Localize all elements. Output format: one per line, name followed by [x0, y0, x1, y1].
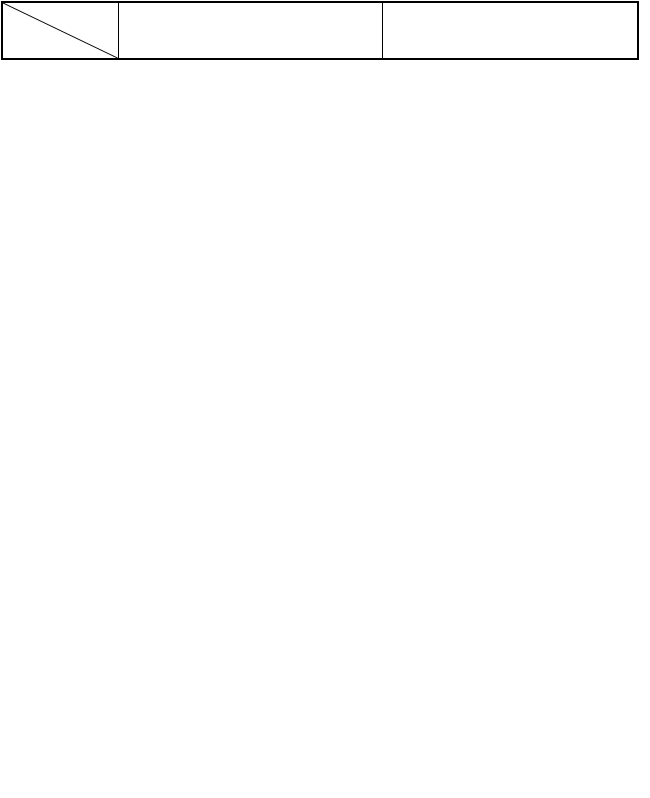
corner-header-cell[interactable] [2, 2, 118, 59]
comparison-table [1, 1, 639, 60]
diagonal-line [3, 3, 118, 58]
column-header-atmospheric[interactable] [382, 2, 638, 59]
column-header-vacuum[interactable] [118, 2, 382, 59]
table-header-row [2, 2, 638, 59]
corner-label-item [8, 38, 10, 55]
